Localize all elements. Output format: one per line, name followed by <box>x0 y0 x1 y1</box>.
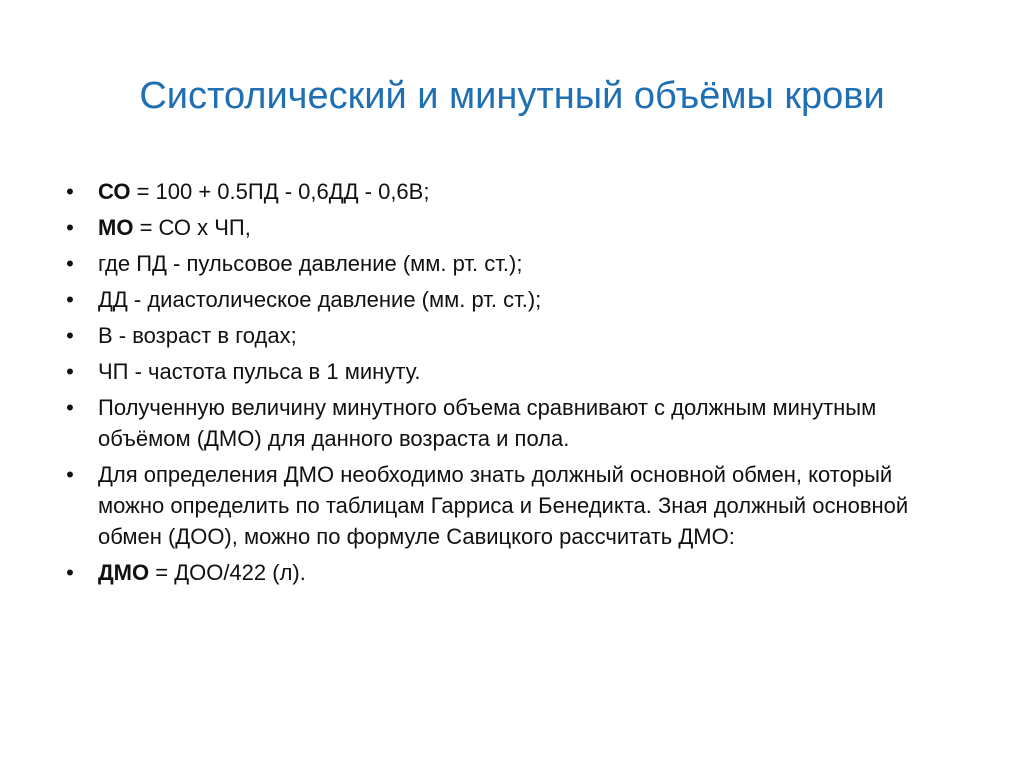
bullet-icon: • <box>66 287 74 312</box>
bullet-text: = СО х ЧП, <box>133 215 251 240</box>
bullet-bold-term: СО <box>98 179 131 204</box>
bullet-icon: • <box>66 251 74 276</box>
bullet-icon: • <box>66 215 74 240</box>
bullet-item <box>60 176 940 207</box>
bullet-icon: • <box>66 359 74 384</box>
bullet-icon: • <box>66 462 74 487</box>
bullet-icon: • <box>66 560 74 585</box>
bullet-icon: • <box>66 395 74 420</box>
bullet-icon: • <box>66 179 74 204</box>
bullet-item <box>60 212 940 243</box>
bullet-text: Для определения ДМО необходимо знать должный основной обмен, который можно определить по таблицам Гарриса и Бенедикта. Зная должный основной обмен (ДОО), можно по формуле Савицкого рассчитать ДМО: <box>98 462 909 549</box>
bullet-item <box>60 557 940 588</box>
bullet-text: В - возраст в годах; <box>98 323 297 348</box>
bullet-list <box>60 176 940 593</box>
bullet-item <box>60 392 940 454</box>
bullet-icon: • <box>66 323 74 348</box>
bullet-item <box>60 284 940 315</box>
bullet-bold-term: МО <box>98 215 134 240</box>
bullet-text: ЧП - частота пульса в 1 минуту. <box>98 359 421 384</box>
bullet-item <box>60 459 940 552</box>
bullet-item <box>60 356 940 387</box>
bullet-item <box>60 320 940 351</box>
bullet-text: где ПД - пульсовое давление (мм. рт. ст.); <box>98 251 523 276</box>
slide-title: Систолический и минутный объёмы крови <box>139 75 885 117</box>
bullet-item <box>60 248 940 279</box>
bullet-text: = 100 + 0.5ПД - 0,6ДД - 0,6В; <box>130 179 430 204</box>
bullet-text: Полученную величину минутного объема сравнивают с должным минутным объёмом (ДМО) для данного возраста и пола. <box>98 395 877 451</box>
bullet-text: = ДОО/422 (л). <box>149 560 306 585</box>
bullet-bold-term: ДМО <box>98 560 150 585</box>
bullet-text: ДД - диастолическое давление (мм. рт. ст.); <box>98 287 542 312</box>
